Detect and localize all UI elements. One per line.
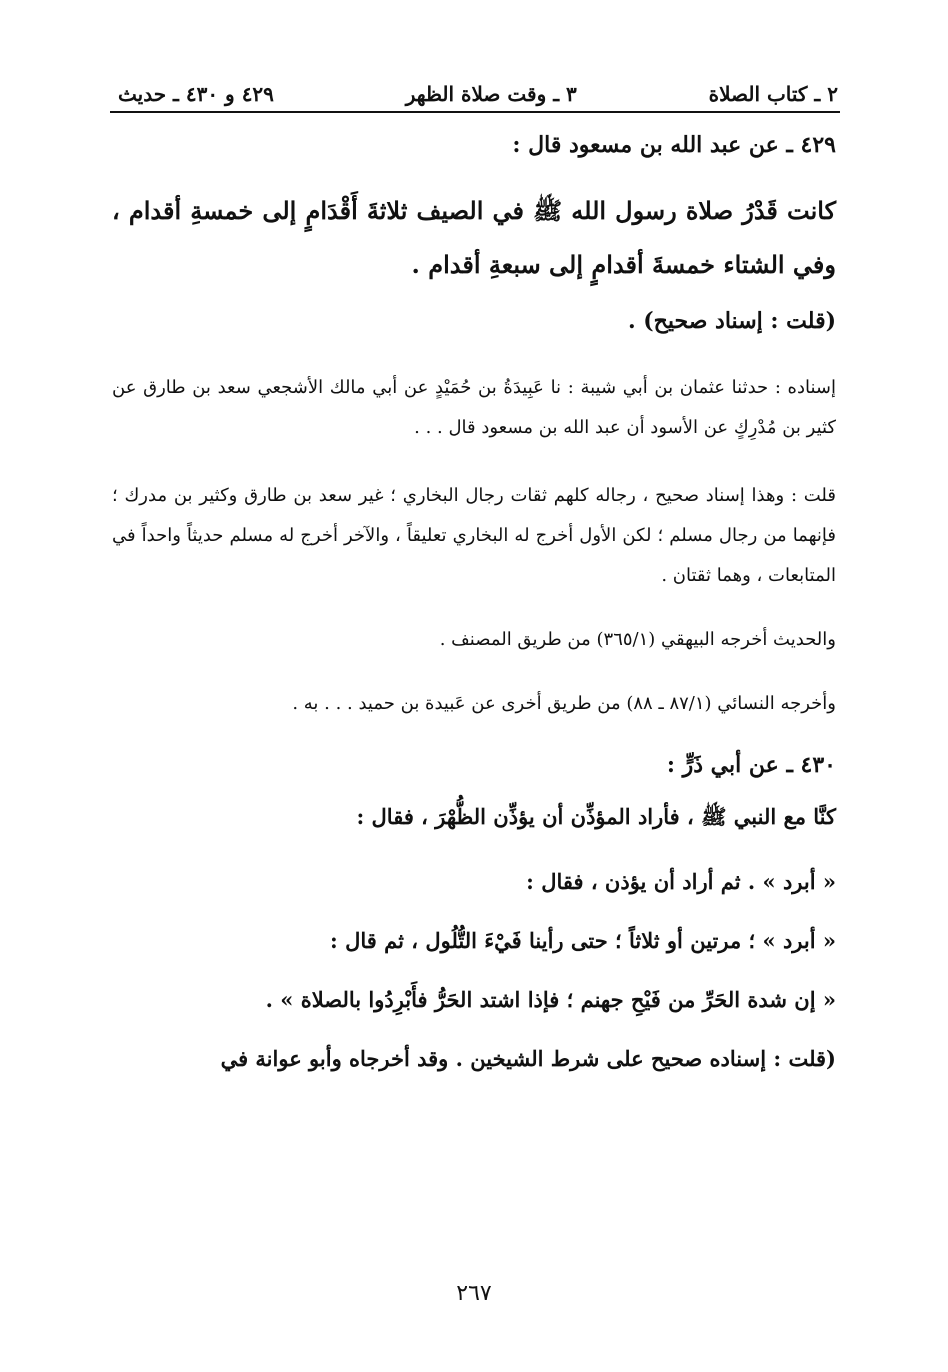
hadith-429-takhrij-2: وأخرجه النسائي (٨٧/١ ـ ٨٨) من طريق أخرى عن عَبيدة بن حميد . . . به . — [292, 693, 836, 714]
header-book-title: ٢ ـ كتاب الصلاة — [708, 82, 838, 106]
hadith-430-heading: ٤٣٠ ـ عن أبي ذَرٍّ : — [666, 752, 836, 778]
page-body — [112, 132, 836, 1105]
hadith-429-isnad: إسناده : حدثنا عثمان بن أبي شيبة : نا عَبِيدَةُ بن حُمَيْدٍ عن أبي مالك الأشجعي سعد بن طارق عن كثير بن مُدْرِكٍ عن الأسود أن عبد الله بن مسعود قال . . . — [112, 377, 836, 438]
header-divider — [110, 111, 840, 113]
header-hadith-range: ٤٢٩ و ٤٣٠ ـ حديث — [118, 82, 274, 106]
header-chapter-title: ٣ ـ وقت صلاة الظهر — [405, 82, 577, 106]
page-number: ٢٦٧ — [456, 1281, 492, 1306]
hadith-429-takhrij-1: والحديث أخرجه البيهقي (٣٦٥/١) من طريق المصنف . — [439, 629, 836, 650]
hadith-430-line-4: « إن شدة الحَرِّ من فَيْحِ جهنم ؛ فإذا اشتد الحَرُّ فأَبْرِدُوا بالصلاة » . — [265, 987, 836, 1012]
hadith-429-comment: قلت : وهذا إسناد صحيح ، رجاله كلهم ثقات رجال البخاري ؛ غير سعد بن طارق وكثير بن مدرك ؛ فإنهما من رجال مسلم ؛ لكن الأول أخرج له البخاري تعليقاً ، والآخر أخرج له مسلم حديثاً واحداً في المتابعات ، وهما ثقتان . — [112, 485, 836, 586]
hadith-429-grading: (قلت : إسناد صحيح) . — [627, 308, 836, 334]
hadith-430-line-1: كنَّا مع النبي ﷺ ، فأراد المؤذِّن أن يؤذِّن الظُّهْرَ ، فقال : — [356, 804, 836, 829]
hadith-430-line-2: « أبرد » . ثم أراد أن يؤذن ، فقال : — [526, 869, 836, 894]
hadith-429-matn: كانت قَدْرُ صلاة رسول الله ﷺ في الصيف ثلاثةَ أَقْدَامٍ إلى خمسةِ أقدام ، وفي الشتاء خمسةَ أقدامٍ إلى سبعةِ أقدام . — [112, 196, 836, 279]
hadith-430-line-3: « أبرد » ؛ مرتين أو ثلاثاً ؛ حتى رأينا فَيْءَ التُّلُول ، ثم قال : — [330, 928, 836, 953]
hadith-430-grading-start: (قلت : إسناده صحيح على شرط الشيخين . وقد أخرجاه وأبو عوانة في — [220, 1046, 836, 1071]
hadith-429-heading: ٤٢٩ ـ عن عبد الله بن مسعود قال : — [512, 132, 836, 158]
running-header — [118, 72, 838, 106]
